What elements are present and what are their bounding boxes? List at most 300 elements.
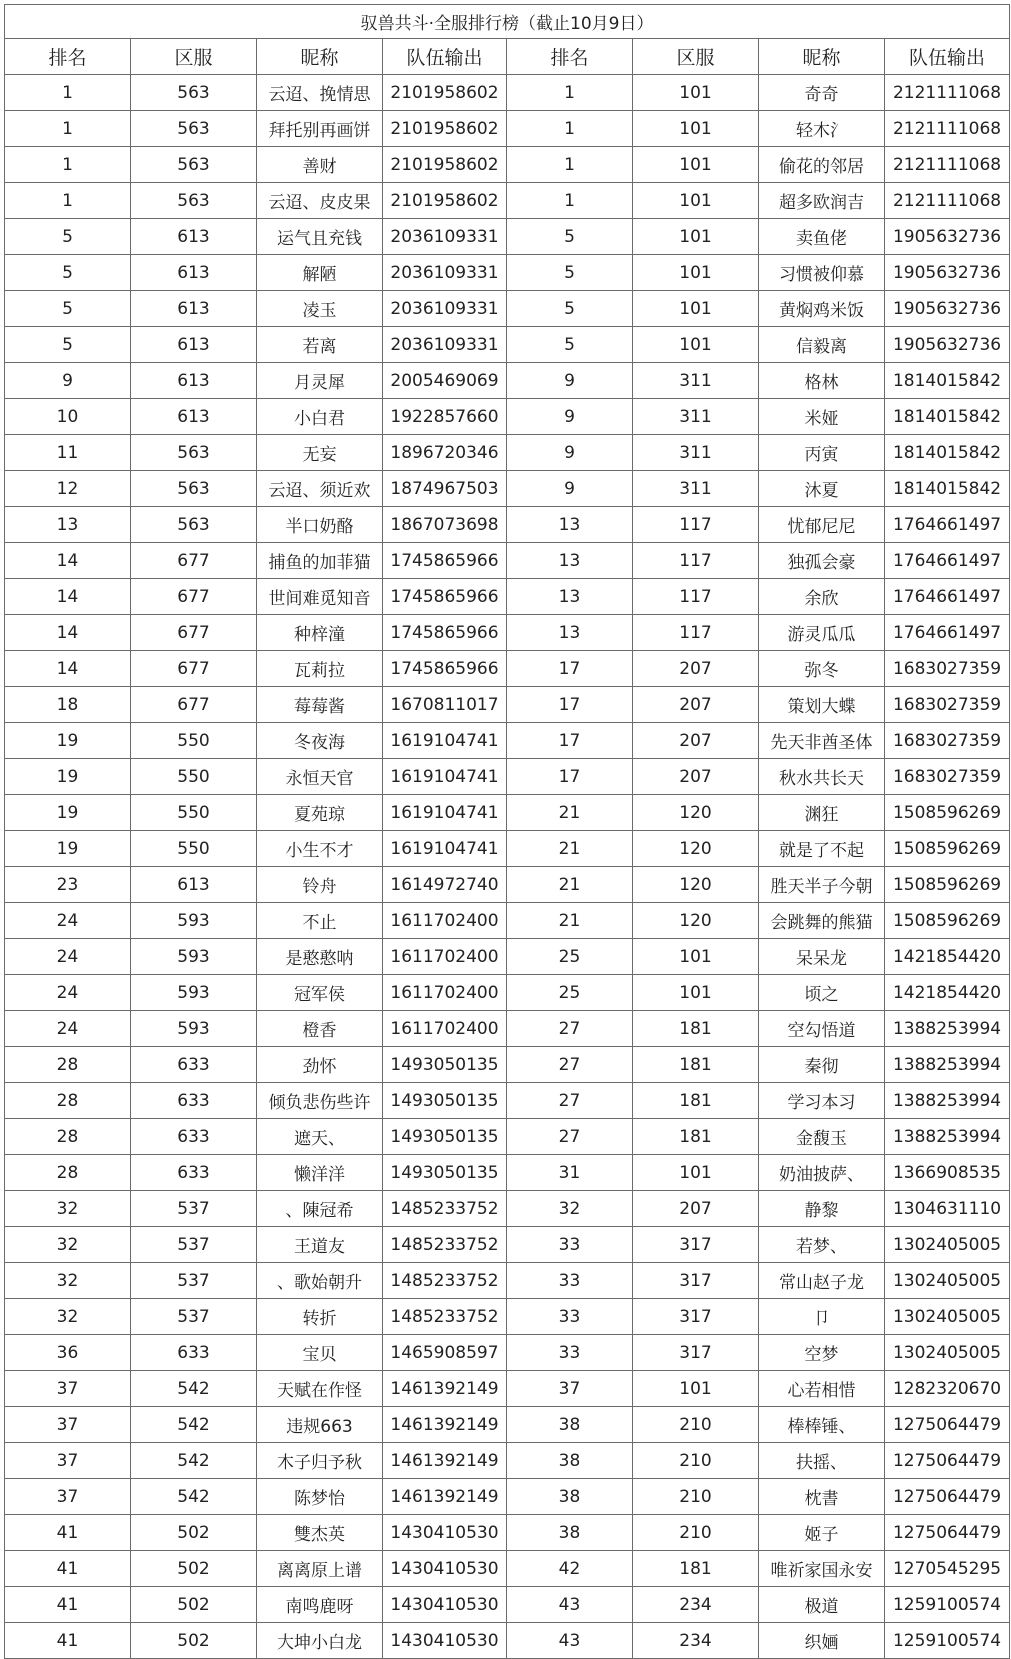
server-cell: 117: [633, 543, 759, 579]
nickname-cell: 黄焖鸡米饭: [759, 291, 885, 327]
server-cell: 563: [131, 471, 257, 507]
damage-cell: 1764661497: [885, 615, 1010, 651]
nickname-cell: 沐夏: [759, 471, 885, 507]
rank-cell: 14: [5, 579, 131, 615]
nickname-cell: 独孤会豪: [759, 543, 885, 579]
damage-cell: 1304631110: [885, 1191, 1010, 1227]
damage-cell: 2121111068: [885, 147, 1010, 183]
table-row: [5, 327, 1010, 363]
rank-cell: 9: [507, 471, 633, 507]
nickname-cell: 云迢、皮皮果: [257, 183, 383, 219]
rank-cell: 19: [5, 831, 131, 867]
nickname-cell: 种梓潼: [257, 615, 383, 651]
rank-cell: 33: [507, 1335, 633, 1371]
nickname-cell: 解陋: [257, 255, 383, 291]
damage-cell: 1508596269: [885, 795, 1010, 831]
nickname-cell: 天赋在作怪: [257, 1371, 383, 1407]
rank-cell: 25: [507, 939, 633, 975]
server-cell: 613: [131, 291, 257, 327]
table-row: [5, 759, 1010, 795]
nickname-cell: 轻木氵: [759, 111, 885, 147]
nickname-cell: 小白君: [257, 399, 383, 435]
damage-cell: 1814015842: [885, 435, 1010, 471]
rank-cell: 21: [507, 867, 633, 903]
damage-cell: 2036109331: [383, 291, 507, 327]
table-row: [5, 1047, 1010, 1083]
rank-cell: 9: [507, 363, 633, 399]
table-row: [5, 471, 1010, 507]
table-row: [5, 1227, 1010, 1263]
server-cell: 234: [633, 1587, 759, 1623]
damage-cell: 1275064479: [885, 1479, 1010, 1515]
damage-cell: 1683027359: [885, 687, 1010, 723]
server-cell: 502: [131, 1587, 257, 1623]
rank-cell: 25: [507, 975, 633, 1011]
damage-cell: 1611702400: [383, 975, 507, 1011]
rank-cell: 9: [507, 399, 633, 435]
table-row: [5, 147, 1010, 183]
nickname-cell: 、歌始朝升: [257, 1263, 383, 1299]
nickname-cell: 会跳舞的熊猫: [759, 903, 885, 939]
server-cell: 101: [633, 975, 759, 1011]
damage-cell: 1421854420: [885, 975, 1010, 1011]
rank-cell: 13: [5, 507, 131, 543]
table-row: [5, 435, 1010, 471]
rank-cell: 13: [507, 615, 633, 651]
nickname-cell: 凌玉: [257, 291, 383, 327]
rank-cell: 37: [5, 1407, 131, 1443]
nickname-cell: 米娅: [759, 399, 885, 435]
nickname-cell: 静黎: [759, 1191, 885, 1227]
rank-cell: 19: [5, 723, 131, 759]
damage-cell: 1302405005: [885, 1263, 1010, 1299]
server-cell: 210: [633, 1479, 759, 1515]
server-cell: 633: [131, 1155, 257, 1191]
ranking-body: [5, 75, 1010, 1659]
damage-cell: 1745865966: [383, 615, 507, 651]
rank-cell: 41: [5, 1587, 131, 1623]
nickname-cell: 秦彻: [759, 1047, 885, 1083]
damage-cell: 1388253994: [885, 1047, 1010, 1083]
nickname-cell: 渊狂: [759, 795, 885, 831]
damage-cell: 1493050135: [383, 1047, 507, 1083]
nickname-cell: 常山赵子龙: [759, 1263, 885, 1299]
damage-cell: 1430410530: [383, 1515, 507, 1551]
damage-cell: 1430410530: [383, 1587, 507, 1623]
damage-cell: 1366908535: [885, 1155, 1010, 1191]
nickname-cell: 劲怀: [257, 1047, 383, 1083]
table-row: [5, 1407, 1010, 1443]
rank-cell: 24: [5, 903, 131, 939]
table-row: [5, 831, 1010, 867]
nickname-cell: 、陳冠希: [257, 1191, 383, 1227]
damage-cell: 1683027359: [885, 723, 1010, 759]
rank-cell: 5: [5, 327, 131, 363]
rank-cell: 23: [5, 867, 131, 903]
server-cell: 181: [633, 1551, 759, 1587]
rank-cell: 17: [507, 687, 633, 723]
damage-cell: 1611702400: [383, 939, 507, 975]
ranking-sheet: [4, 4, 1009, 1659]
damage-cell: 1465908597: [383, 1335, 507, 1371]
damage-cell: 1461392149: [383, 1371, 507, 1407]
damage-cell: 1493050135: [383, 1155, 507, 1191]
damage-cell: 2101958602: [383, 75, 507, 111]
damage-cell: 1461392149: [383, 1479, 507, 1515]
header-server-left: 区服: [131, 39, 257, 75]
rank-cell: 21: [507, 903, 633, 939]
rank-cell: 43: [507, 1623, 633, 1659]
server-cell: 542: [131, 1407, 257, 1443]
server-cell: 207: [633, 651, 759, 687]
table-row: [5, 75, 1010, 111]
damage-cell: 1922857660: [383, 399, 507, 435]
table-row: [5, 1191, 1010, 1227]
table-row: [5, 1335, 1010, 1371]
rank-cell: 41: [5, 1623, 131, 1659]
server-cell: 311: [633, 363, 759, 399]
damage-cell: 1619104741: [383, 831, 507, 867]
rank-cell: 27: [507, 1011, 633, 1047]
server-cell: 317: [633, 1263, 759, 1299]
server-cell: 120: [633, 867, 759, 903]
server-cell: 311: [633, 435, 759, 471]
rank-cell: 37: [5, 1443, 131, 1479]
damage-cell: 1493050135: [383, 1083, 507, 1119]
damage-cell: 1764661497: [885, 543, 1010, 579]
damage-cell: 1302405005: [885, 1335, 1010, 1371]
server-cell: 207: [633, 723, 759, 759]
nickname-cell: 秋水共长天: [759, 759, 885, 795]
rank-cell: 24: [5, 975, 131, 1011]
server-cell: 550: [131, 795, 257, 831]
damage-cell: 1259100574: [885, 1623, 1010, 1659]
header-rank-left: 排名: [5, 39, 131, 75]
server-cell: 537: [131, 1299, 257, 1335]
server-cell: 210: [633, 1443, 759, 1479]
server-cell: 550: [131, 723, 257, 759]
table-row: [5, 903, 1010, 939]
rank-cell: 27: [507, 1119, 633, 1155]
nickname-cell: 呆呆龙: [759, 939, 885, 975]
rank-cell: 37: [507, 1371, 633, 1407]
server-cell: 101: [633, 1155, 759, 1191]
nickname-cell: 扶摇、: [759, 1443, 885, 1479]
damage-cell: 1905632736: [885, 327, 1010, 363]
server-cell: 563: [131, 507, 257, 543]
nickname-cell: 顷之: [759, 975, 885, 1011]
rank-cell: 5: [507, 219, 633, 255]
server-cell: 677: [131, 615, 257, 651]
table-row: [5, 1299, 1010, 1335]
title-row: [5, 5, 1010, 39]
nickname-cell: 铃舟: [257, 867, 383, 903]
rank-cell: 32: [5, 1191, 131, 1227]
nickname-cell: 棒棒锤、: [759, 1407, 885, 1443]
rank-cell: 38: [507, 1479, 633, 1515]
nickname-cell: 南鸣鹿呀: [257, 1587, 383, 1623]
damage-cell: 2101958602: [383, 111, 507, 147]
server-cell: 101: [633, 183, 759, 219]
table-row: [5, 291, 1010, 327]
rank-cell: 19: [5, 795, 131, 831]
nickname-cell: 世间难觅知音: [257, 579, 383, 615]
nickname-cell: 瓦莉拉: [257, 651, 383, 687]
damage-cell: 2036109331: [383, 255, 507, 291]
server-cell: 633: [131, 1047, 257, 1083]
nickname-cell: 学习本习: [759, 1083, 885, 1119]
header-nickname-left: 昵称: [257, 39, 383, 75]
server-cell: 101: [633, 111, 759, 147]
damage-cell: 2101958602: [383, 183, 507, 219]
server-cell: 563: [131, 183, 257, 219]
damage-cell: 1745865966: [383, 651, 507, 687]
table-row: [5, 363, 1010, 399]
nickname-cell: 金馥玉: [759, 1119, 885, 1155]
rank-cell: 33: [507, 1263, 633, 1299]
server-cell: 311: [633, 399, 759, 435]
nickname-cell: 善财: [257, 147, 383, 183]
nickname-cell: 无妄: [257, 435, 383, 471]
damage-cell: 1745865966: [383, 579, 507, 615]
nickname-cell: 余欣: [759, 579, 885, 615]
damage-cell: 2121111068: [885, 111, 1010, 147]
server-cell: 633: [131, 1335, 257, 1371]
server-cell: 317: [633, 1227, 759, 1263]
table-row: [5, 579, 1010, 615]
nickname-cell: 半口奶酪: [257, 507, 383, 543]
table-row: [5, 723, 1010, 759]
rank-cell: 38: [507, 1407, 633, 1443]
nickname-cell: 极道: [759, 1587, 885, 1623]
table-row: [5, 615, 1010, 651]
nickname-cell: 空梦: [759, 1335, 885, 1371]
nickname-cell: 夏苑琼: [257, 795, 383, 831]
server-cell: 101: [633, 1371, 759, 1407]
server-cell: 181: [633, 1011, 759, 1047]
rank-cell: 14: [5, 615, 131, 651]
nickname-cell: 离离原上谱: [257, 1551, 383, 1587]
nickname-cell: 违规663: [257, 1407, 383, 1443]
nickname-cell: 偷花的邻居: [759, 147, 885, 183]
nickname-cell: 若离: [257, 327, 383, 363]
damage-cell: 1421854420: [885, 939, 1010, 975]
table-title: 驭兽共斗·全服排行榜（截止10月9日）: [5, 5, 1010, 39]
server-cell: 101: [633, 291, 759, 327]
rank-cell: 17: [507, 723, 633, 759]
damage-cell: 1282320670: [885, 1371, 1010, 1407]
damage-cell: 1275064479: [885, 1407, 1010, 1443]
server-cell: 542: [131, 1479, 257, 1515]
nickname-cell: 拜托别再画饼: [257, 111, 383, 147]
rank-cell: 5: [5, 219, 131, 255]
table-row: [5, 1623, 1010, 1659]
damage-cell: 1867073698: [383, 507, 507, 543]
nickname-cell: 忧郁尼尼: [759, 507, 885, 543]
server-cell: 633: [131, 1119, 257, 1155]
damage-cell: 1508596269: [885, 867, 1010, 903]
header-row: [5, 39, 1010, 75]
header-server-right: 区服: [633, 39, 759, 75]
server-cell: 677: [131, 651, 257, 687]
server-cell: 101: [633, 219, 759, 255]
server-cell: 311: [633, 471, 759, 507]
rank-cell: 42: [507, 1551, 633, 1587]
nickname-cell: 奇奇: [759, 75, 885, 111]
server-cell: 677: [131, 687, 257, 723]
server-cell: 101: [633, 255, 759, 291]
rank-cell: 17: [507, 651, 633, 687]
table-row: [5, 1515, 1010, 1551]
rank-cell: 32: [5, 1299, 131, 1335]
nickname-cell: 游灵瓜瓜: [759, 615, 885, 651]
server-cell: 502: [131, 1623, 257, 1659]
rank-cell: 5: [5, 255, 131, 291]
server-cell: 563: [131, 147, 257, 183]
damage-cell: 1611702400: [383, 903, 507, 939]
server-cell: 542: [131, 1443, 257, 1479]
rank-cell: 10: [5, 399, 131, 435]
nickname-cell: 永恒天官: [257, 759, 383, 795]
table-row: [5, 1155, 1010, 1191]
table-row: [5, 183, 1010, 219]
server-cell: 542: [131, 1371, 257, 1407]
damage-cell: 1905632736: [885, 255, 1010, 291]
nickname-cell: 倾负悲伤些许: [257, 1083, 383, 1119]
rank-cell: 32: [5, 1227, 131, 1263]
nickname-cell: 先天非酋圣体: [759, 723, 885, 759]
table-row: [5, 795, 1010, 831]
rank-cell: 13: [507, 579, 633, 615]
nickname-cell: 不止: [257, 903, 383, 939]
server-cell: 181: [633, 1047, 759, 1083]
nickname-cell: 心若相惜: [759, 1371, 885, 1407]
rank-cell: 12: [5, 471, 131, 507]
server-cell: 537: [131, 1227, 257, 1263]
nickname-cell: 织婳: [759, 1623, 885, 1659]
rank-cell: 1: [507, 111, 633, 147]
nickname-cell: 丙寅: [759, 435, 885, 471]
rank-cell: 27: [507, 1083, 633, 1119]
damage-cell: 1905632736: [885, 291, 1010, 327]
damage-cell: 1430410530: [383, 1551, 507, 1587]
rank-cell: 9: [5, 363, 131, 399]
damage-cell: 1461392149: [383, 1443, 507, 1479]
rank-cell: 19: [5, 759, 131, 795]
damage-cell: 1745865966: [383, 543, 507, 579]
damage-cell: 1683027359: [885, 759, 1010, 795]
nickname-cell: 是憨憨呐: [257, 939, 383, 975]
rank-cell: 43: [507, 1587, 633, 1623]
server-cell: 502: [131, 1551, 257, 1587]
rank-cell: 33: [507, 1299, 633, 1335]
header-damage-left: 队伍输出: [383, 39, 507, 75]
table-row: [5, 1443, 1010, 1479]
table-row: [5, 111, 1010, 147]
nickname-cell: 冬夜海: [257, 723, 383, 759]
rank-cell: 1: [507, 75, 633, 111]
damage-cell: 1896720346: [383, 435, 507, 471]
rank-cell: 21: [507, 795, 633, 831]
rank-cell: 24: [5, 1011, 131, 1047]
damage-cell: 1814015842: [885, 363, 1010, 399]
rank-cell: 32: [5, 1263, 131, 1299]
rank-cell: 11: [5, 435, 131, 471]
server-cell: 563: [131, 111, 257, 147]
server-cell: 613: [131, 255, 257, 291]
damage-cell: 1461392149: [383, 1407, 507, 1443]
nickname-cell: 枕書: [759, 1479, 885, 1515]
rank-cell: 33: [507, 1227, 633, 1263]
nickname-cell: 策划大蝶: [759, 687, 885, 723]
damage-cell: 1270545295: [885, 1551, 1010, 1587]
server-cell: 537: [131, 1263, 257, 1299]
damage-cell: 1764661497: [885, 507, 1010, 543]
nickname-cell: 运气且充钱: [257, 219, 383, 255]
damage-cell: 1670811017: [383, 687, 507, 723]
damage-cell: 2005469069: [383, 363, 507, 399]
rank-cell: 17: [507, 759, 633, 795]
table-row: [5, 939, 1010, 975]
rank-cell: 14: [5, 543, 131, 579]
rank-cell: 28: [5, 1083, 131, 1119]
server-cell: 593: [131, 1011, 257, 1047]
server-cell: 593: [131, 939, 257, 975]
damage-cell: 1485233752: [383, 1227, 507, 1263]
table-row: [5, 1083, 1010, 1119]
server-cell: 210: [633, 1515, 759, 1551]
damage-cell: 1905632736: [885, 219, 1010, 255]
nickname-cell: 莓莓酱: [257, 687, 383, 723]
server-cell: 563: [131, 435, 257, 471]
server-cell: 537: [131, 1191, 257, 1227]
nickname-cell: 橙香: [257, 1011, 383, 1047]
rank-cell: 1: [5, 183, 131, 219]
nickname-cell: 冠军侯: [257, 975, 383, 1011]
nickname-cell: 云迢、须近欢: [257, 471, 383, 507]
damage-cell: 1275064479: [885, 1515, 1010, 1551]
server-cell: 101: [633, 939, 759, 975]
table-row: [5, 1551, 1010, 1587]
rank-cell: 5: [5, 291, 131, 327]
server-cell: 234: [633, 1623, 759, 1659]
server-cell: 593: [131, 903, 257, 939]
damage-cell: 1619104741: [383, 795, 507, 831]
header-rank-right: 排名: [507, 39, 633, 75]
rank-cell: 24: [5, 939, 131, 975]
damage-cell: 1874967503: [383, 471, 507, 507]
nickname-cell: 木子归予秋: [257, 1443, 383, 1479]
server-cell: 593: [131, 975, 257, 1011]
ranking-table: [4, 4, 1010, 1659]
nickname-cell: 遮天、: [257, 1119, 383, 1155]
rank-cell: 9: [507, 435, 633, 471]
nickname-cell: 卖鱼佬: [759, 219, 885, 255]
server-cell: 563: [131, 75, 257, 111]
table-row: [5, 543, 1010, 579]
rank-cell: 41: [5, 1515, 131, 1551]
rank-cell: 41: [5, 1551, 131, 1587]
server-cell: 101: [633, 327, 759, 363]
server-cell: 207: [633, 687, 759, 723]
server-cell: 181: [633, 1119, 759, 1155]
damage-cell: 2101958602: [383, 147, 507, 183]
rank-cell: 32: [507, 1191, 633, 1227]
table-row: [5, 255, 1010, 291]
nickname-cell: 就是了不起: [759, 831, 885, 867]
nickname-cell: 转折: [257, 1299, 383, 1335]
server-cell: 117: [633, 615, 759, 651]
